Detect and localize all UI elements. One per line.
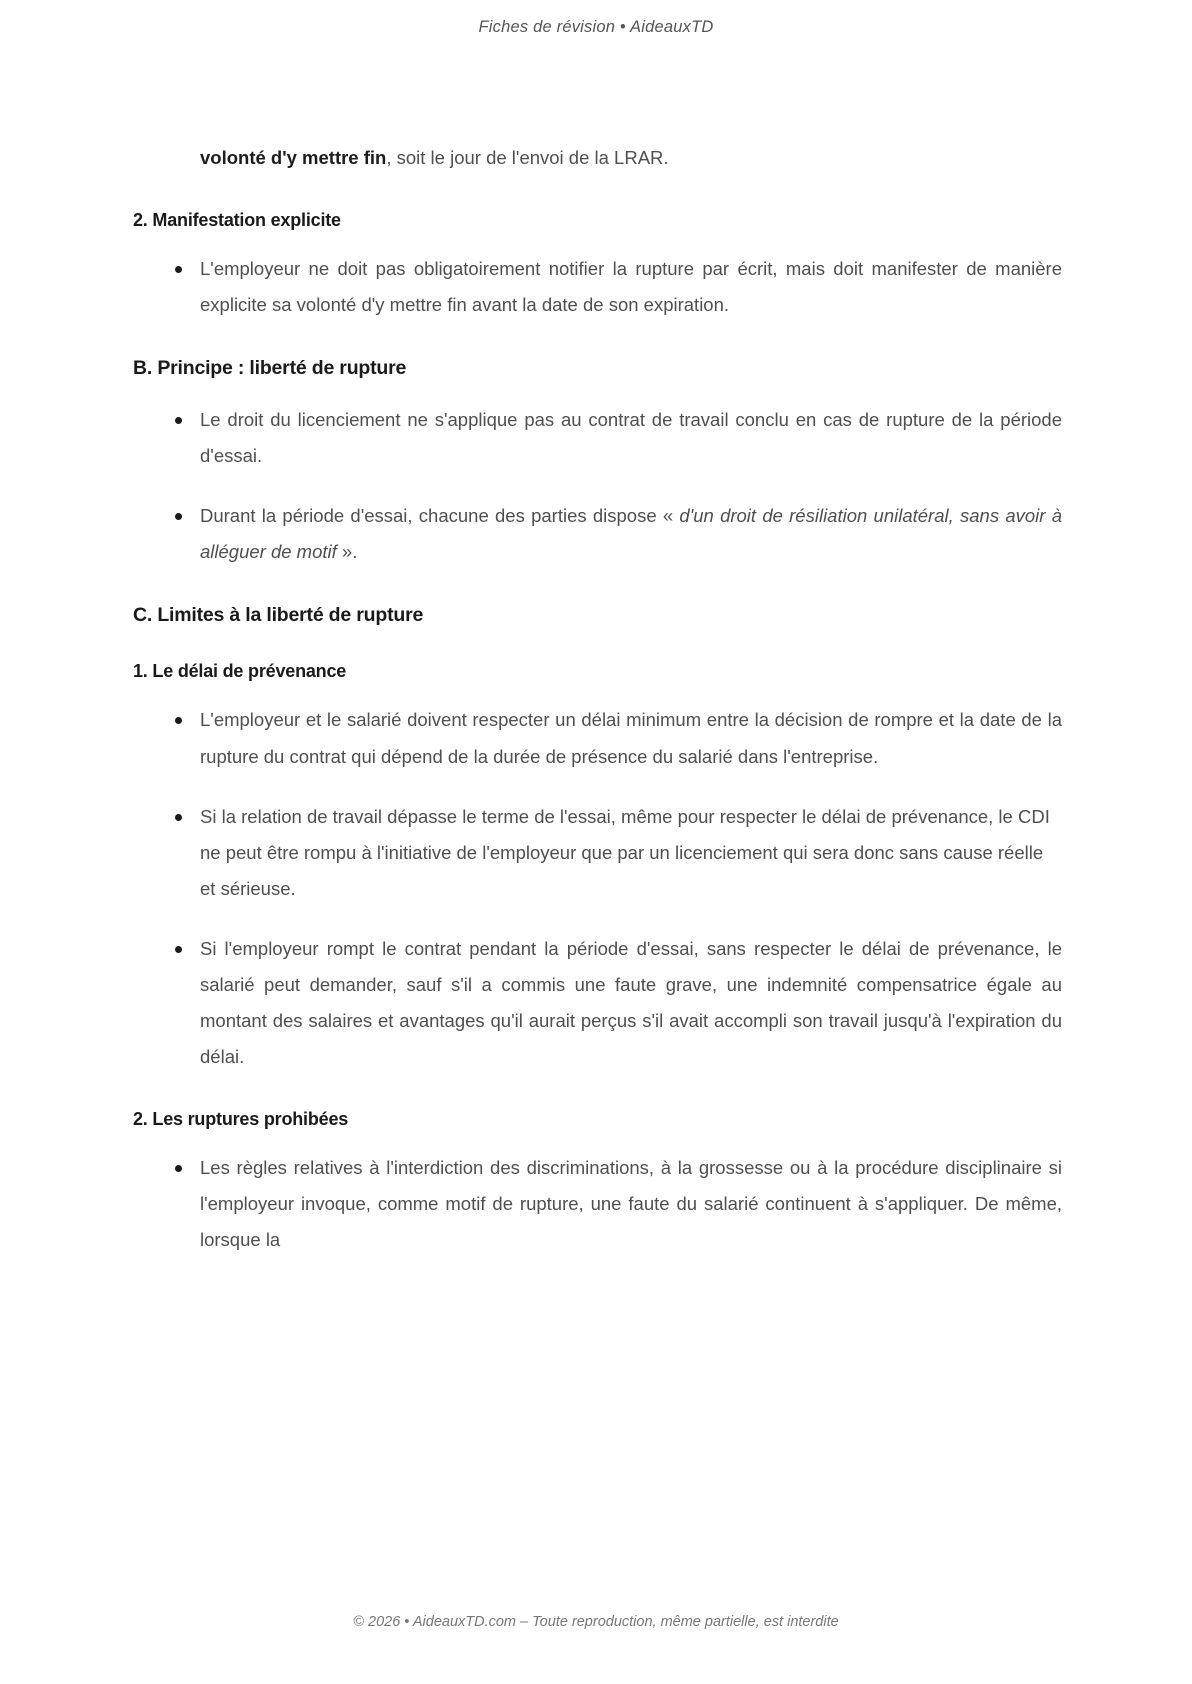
continued-paragraph-rest: , soit le jour de l'envoi de la LRAR. — [386, 147, 669, 168]
list-principe-liberte-de-rupture — [133, 402, 1062, 570]
list-manifestation-explicite — [133, 251, 1062, 323]
quoted-legal-text: d'un droit de résiliation unilatéral, sans avoir à alléguer de motif — [200, 505, 1062, 563]
running-footer: © 2026 • AideauxTD.com – Toute reproduction, même partielle, est interdite — [353, 1614, 839, 1630]
document-body — [0, 52, 1192, 1614]
quote-lead-in: Durant la période d'essai, chacune des parties dispose « — [200, 505, 680, 527]
list-item: Si l'employeur rompt le contrat pendant la période d'essai, sans respecter le délai de prévenance, le salarié peut demander, sauf s'il a commis une faute grave, une indemnité compensatrice égale au montant des salaires et avantages qu'il aurait perçus s'il avait accompli son travail jusqu'à l'expiration du délai. — [133, 931, 1062, 1075]
list-le-delai-de-prevenance — [133, 702, 1062, 1075]
list-item: L'employeur ne doit pas obligatoirement notifier la rupture par écrit, mais doit manifester de manière explicite sa volonté d'y mettre fin avant la date de son expiration. — [133, 251, 1062, 323]
heading-les-ruptures-prohibees: 2. Les ruptures prohibées — [133, 1109, 349, 1129]
list-item: L'employeur et le salarié doivent respecter un délai minimum entre la décision de rompre et la date de la rupture du contrat qui dépend de la durée de présence du salarié dans l'entreprise. — [133, 702, 1062, 774]
heading-limites-a-la-liberte-de-rupture: C. Limites à la liberté de rupture — [133, 604, 424, 627]
list-item — [133, 498, 1062, 570]
quote-close: ». — [336, 541, 358, 563]
list-item: Le droit du licenciement ne s'applique pas au contrat de travail conclu en cas de rupture de la période d'essai. — [133, 402, 1062, 474]
heading-manifestation-explicite: 2. Manifestation explicite — [133, 210, 341, 231]
heading-principe-liberte-de-rupture: B. Principe : liberté de rupture — [133, 357, 407, 380]
continued-paragraph-bold-lead: volonté d'y mettre fin — [200, 147, 387, 168]
list-item: Les règles relatives à l'interdiction des discriminations, à la grossesse ou à la procédure disciplinaire si l'employeur invoque, comme motif de rupture, une faute du salarié continuent à s'appliquer. De même, lorsque la — [133, 1150, 1062, 1258]
continued-paragraph — [133, 140, 1062, 176]
running-header: Fiches de révision • AideauxTD — [478, 18, 714, 36]
list-les-ruptures-prohibees — [133, 1150, 1062, 1258]
list-item: Si la relation de travail dépasse le terme de l'essai, même pour respecter le délai de prévenance, le CDI ne peut être rompu à l'initiative de l'employeur que par un licenciement qui sera donc sans cause réelle et sérieuse. — [133, 799, 1062, 907]
heading-le-delai-de-prevenance: 1. Le délai de prévenance — [133, 661, 347, 682]
